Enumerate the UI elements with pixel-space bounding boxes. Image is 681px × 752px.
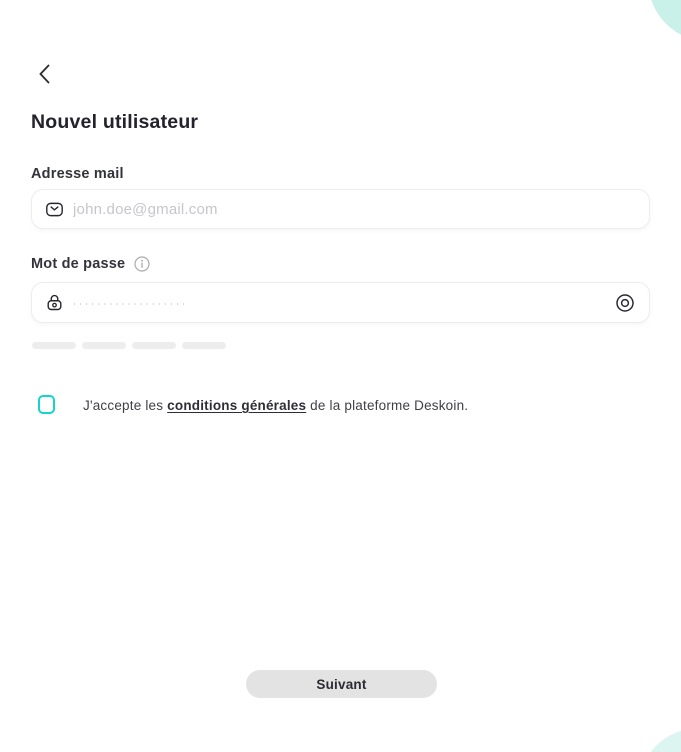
password-strength (32, 342, 226, 349)
eye-icon (615, 293, 635, 313)
strength-bar (132, 342, 176, 349)
password-label: Mot de passe (31, 256, 126, 272)
terms-prefix: J'accepte les (83, 398, 168, 413)
strength-bar (32, 342, 76, 349)
back-button[interactable] (30, 60, 58, 88)
mail-icon (44, 199, 65, 220)
submit-button[interactable]: Suivant (246, 670, 437, 698)
terms-suffix: de la plateforme Deskoin. (306, 398, 469, 413)
terms-text (83, 398, 503, 413)
password-input[interactable] (65, 283, 612, 322)
info-icon[interactable] (134, 256, 150, 272)
password-input-box (31, 282, 650, 323)
lock-icon (44, 292, 65, 313)
decorative-blob-top-right (648, 0, 681, 42)
page-title: Nouvel utilisateur (31, 111, 199, 133)
terms-checkbox[interactable] (38, 395, 55, 414)
terms-row (38, 394, 469, 414)
terms-link[interactable]: conditions générales (167, 398, 307, 413)
strength-bar (82, 342, 126, 349)
decorative-blob-bottom-right (640, 729, 681, 752)
chevron-left-icon (36, 63, 52, 85)
email-input-box (31, 189, 650, 229)
email-label: Adresse mail (31, 166, 124, 182)
toggle-password-visibility-button[interactable] (612, 290, 638, 316)
strength-bar (182, 342, 226, 349)
email-input[interactable] (65, 190, 649, 228)
